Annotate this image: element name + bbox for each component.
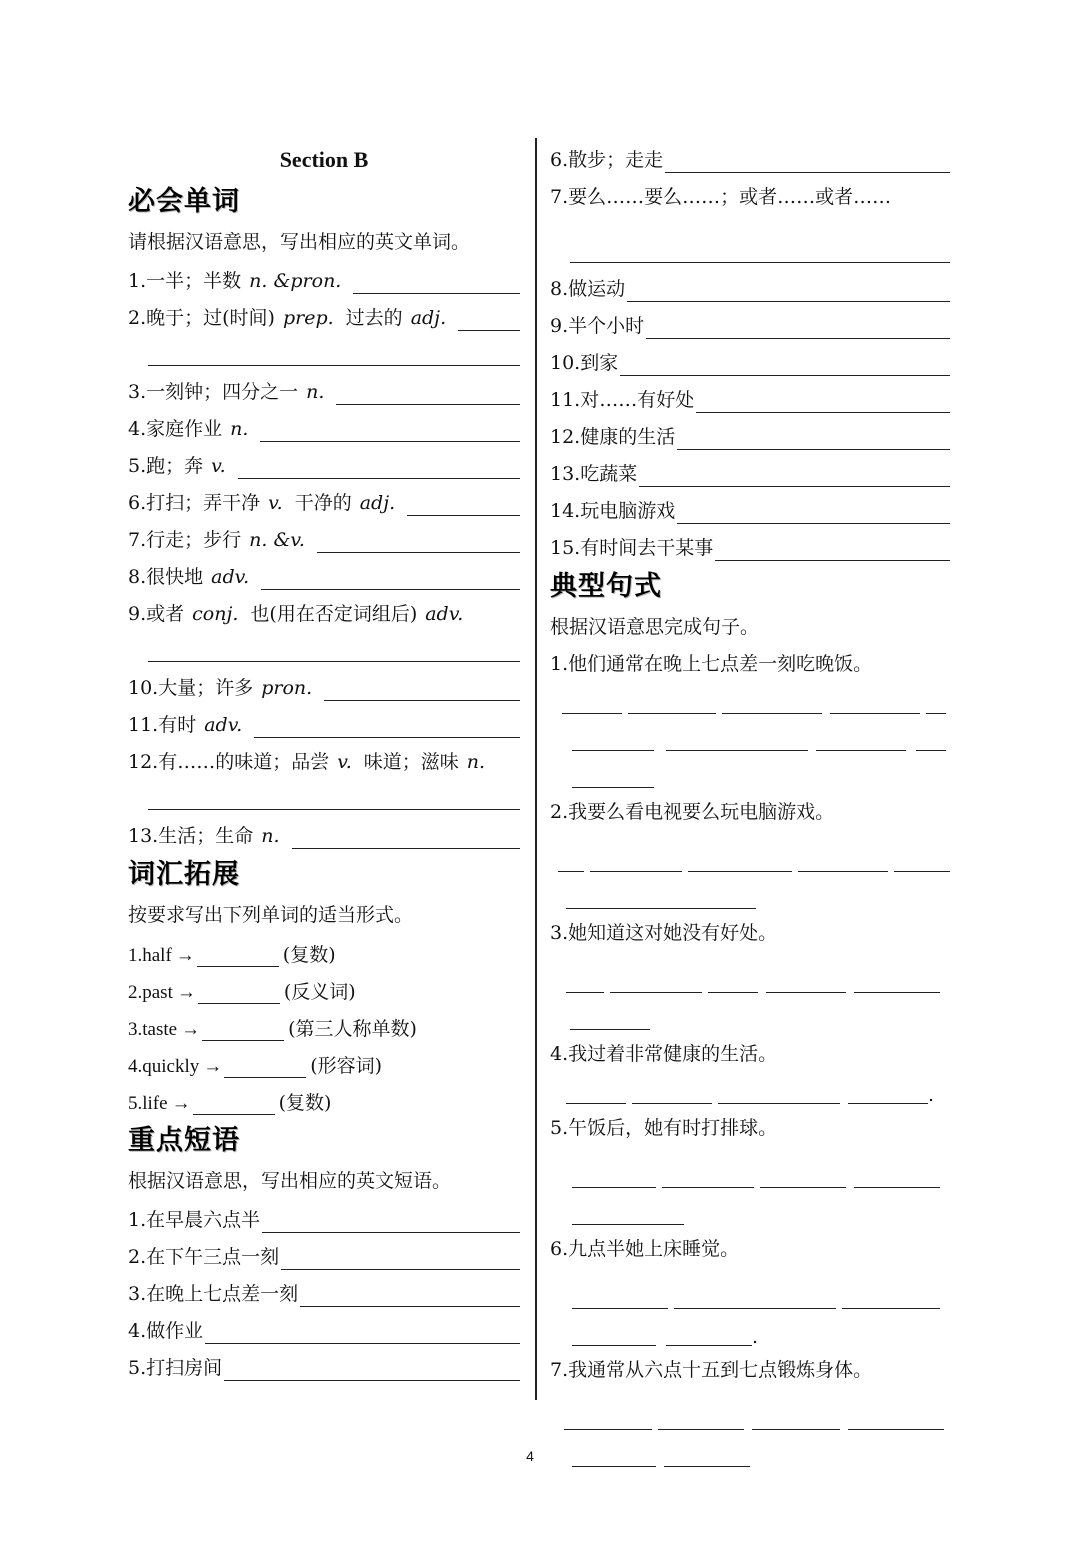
sentence-item [550,915,950,952]
item-chinese: 九点半她上床睡觉。 [568,1238,740,1260]
phrases-heading: 重点短语 [128,1125,240,1156]
expansion-instruction: 按要求写出下列单词的适当形式。 [128,904,414,926]
part-of-speech: pron. [261,677,313,699]
answer-blank[interactable] [224,1057,306,1078]
vocab-item [128,557,520,594]
phrase-item [550,417,950,454]
sentence-item [550,1352,950,1389]
phrase-item [128,1311,520,1348]
phrase-item [550,306,950,343]
answer-blank[interactable] [262,1210,520,1233]
answer-blank[interactable] [550,214,950,269]
item-chinese: 我通常从六点十五到七点锻炼身体。 [568,1359,873,1381]
base-word: taste [142,1019,178,1040]
vocab-item [128,261,520,298]
item-chinese-2: 味道；滋味 [363,751,459,773]
item-chinese: 有时 [158,714,197,736]
phrase-item [128,1274,520,1311]
item-chinese: 对……有好处 [580,389,695,411]
part-of-speech: prep. [282,307,334,329]
answer-blank-row[interactable] [550,720,950,757]
item-number: 8. [128,566,147,588]
sentence-item [550,1036,950,1073]
item-chinese: 家庭作业 [146,418,223,440]
phrase-item [128,1200,520,1237]
item-chinese: 跑；奔 [146,455,204,477]
answer-blank-row[interactable] [550,757,950,794]
part-of-speech: n. [261,825,280,847]
sentences-heading: 典型句式 [550,571,662,602]
vocab-item [128,483,520,520]
sentence-item [550,794,950,831]
item-number: 9. [128,603,147,625]
vocab-item [128,705,520,742]
answer-blank[interactable] [317,530,520,553]
item-number: 10. [128,677,159,699]
expansion-heading: 词汇拓展 [128,859,240,890]
answer-blank[interactable] [254,715,520,738]
item-chinese: 做运动 [568,278,626,300]
phrase-item [550,528,950,565]
vocab-instruction: 请根据汉语意思，写出相应的英文单词。 [128,231,471,253]
item-chinese: 他们通常在晚上七点差一刻吃晚饭。 [568,653,873,675]
part-of-speech-2: adj. [359,492,396,514]
item-number: 4. [128,1056,143,1077]
item-number: 5. [550,1117,569,1139]
item-number: 8. [550,278,569,300]
phrase-item [550,140,950,177]
answer-blank[interactable] [198,983,280,1004]
item-number: 2. [128,1246,147,1268]
part-of-speech: adv. [211,566,250,588]
part-of-speech: v. [268,492,283,514]
phrase-item [550,491,950,528]
item-number: 13. [550,463,581,485]
base-word: half [142,945,172,966]
item-number: 5. [128,1093,143,1114]
item-chinese: 我过着非常健康的生活。 [568,1043,778,1065]
item-chinese: 玩电脑游戏 [580,500,676,522]
item-number: 7. [550,1359,569,1381]
answer-blank[interactable] [715,538,950,561]
answer-blank[interactable] [292,826,520,849]
item-number: 5. [128,455,147,477]
answer-blank[interactable] [197,946,279,967]
item-chinese: 在下午三点一刻 [146,1246,280,1268]
base-word: quickly [142,1056,200,1077]
sentences-instruction: 根据汉语意思完成句子。 [550,616,760,638]
answer-blank[interactable] [620,353,950,376]
form-hint: (复数) [278,1092,332,1114]
item-number: 11. [550,389,581,411]
item-number: 10. [550,352,581,374]
base-word: past [142,982,173,1003]
item-chinese: 大量；许多 [158,677,254,699]
item-chinese: 吃蔬菜 [580,463,638,485]
part-of-speech-2: adv. [425,603,464,625]
period: . [928,1084,935,1106]
answer-blank[interactable] [646,316,950,339]
part-of-speech: n. &pron. [249,270,342,292]
part-of-speech: v. [337,751,352,773]
phrase-item [550,177,950,214]
vocab-item [128,594,520,631]
item-chinese: 生活；生命 [158,825,254,847]
item-chinese: 半个小时 [568,315,645,337]
vocab-item [128,446,520,483]
item-chinese: 或者 [146,603,185,625]
item-chinese: 行走；步行 [146,529,242,551]
expansion-item [128,1045,520,1082]
answer-blank[interactable] [353,271,520,294]
base-word: life [142,1093,168,1114]
item-number: 7. [128,529,147,551]
answer-blank[interactable] [224,1358,520,1381]
section-title: Section B [279,147,369,172]
item-number: 11. [128,714,159,736]
item-number: 12. [550,426,581,448]
item-chinese: 健康的生活 [580,426,676,448]
answer-blank[interactable] [665,150,950,173]
vocab-item [128,668,520,705]
period: . [752,1326,759,1348]
item-chinese: 做作业 [146,1320,204,1342]
answer-blank[interactable] [696,390,950,413]
part-of-speech: n. &v. [249,529,305,551]
answer-blank-row[interactable] [550,1268,950,1315]
item-number: 3. [550,922,569,944]
item-number: 5. [128,1357,147,1379]
item-chinese: 打扫房间 [146,1357,223,1379]
item-chinese: 到家 [580,352,619,374]
answer-blank[interactable] [407,493,520,516]
form-hint: (复数) [282,944,336,966]
expansion-item [128,1008,520,1045]
column-divider [535,138,537,1400]
part-of-speech: n. [306,381,325,403]
phrase-item [550,343,950,380]
answer-blank[interactable] [205,1321,520,1344]
item-number: 1. [128,945,143,966]
vocab-heading: 必会单词 [128,186,240,217]
answer-blank[interactable] [202,1020,284,1041]
part-of-speech-2: adj. [410,307,447,329]
item-chinese: 打扫；弄干净 [146,492,261,514]
answer-blank-row[interactable] [550,1147,950,1194]
answer-blank[interactable] [260,419,520,442]
phrase-item [550,269,950,306]
arrow-icon: → [175,945,195,966]
sentence-item [550,646,950,683]
left-column [128,140,520,1385]
expansion-item [128,934,520,971]
expansion-item [128,1082,520,1119]
item-chinese-2: 也(用在否定词组后) [250,603,418,625]
answer-blank[interactable] [458,308,520,331]
answer-blank[interactable] [336,382,520,405]
item-number: 4. [550,1043,569,1065]
answer-blank-row[interactable] [550,683,950,720]
item-number: 9. [550,315,569,337]
item-chinese: 要么……要么……；或者……或者…… [568,186,892,208]
answer-blank-row[interactable] [550,878,950,915]
item-number: 1. [550,653,569,675]
item-chinese: 晚于；过(时间) [146,307,275,329]
item-number: 3. [128,1283,147,1305]
phrase-item [550,454,950,491]
answer-blank[interactable] [639,464,950,487]
part-of-speech: n. [230,418,249,440]
part-of-speech: conj. [192,603,239,625]
answer-blank-row[interactable] [550,831,950,878]
answer-blank-row[interactable] [550,1315,950,1352]
item-chinese: 在早晨六点半 [146,1209,261,1231]
item-number: 4. [128,418,147,440]
item-chinese-2: 过去的 [345,307,403,329]
item-number: 1. [128,270,147,292]
sentence-item [550,1110,950,1147]
item-number: 6. [550,1238,569,1260]
answer-blank[interactable] [677,501,950,524]
item-number: 3. [128,1019,143,1040]
answer-blank[interactable] [677,427,950,450]
item-number: 14. [550,500,581,522]
item-chinese: 很快地 [146,566,204,588]
answer-blank-row[interactable] [550,1073,950,1110]
right-column [550,140,950,1473]
item-number: 7. [550,186,569,208]
item-chinese: 在晚上七点差一刻 [146,1283,299,1305]
sentence-item [550,1231,950,1268]
arrow-icon: → [181,1019,201,1040]
answer-blank-row[interactable] [550,1389,950,1436]
item-number: 13. [128,825,159,847]
part-of-speech: adv. [204,714,243,736]
part-of-speech: v. [211,455,226,477]
item-number: 4. [128,1320,147,1342]
form-hint: (形容词) [310,1055,383,1077]
arrow-icon: → [203,1056,223,1077]
item-chinese: 有时间去干某事 [580,537,714,559]
answer-blank[interactable] [238,456,520,479]
vocab-item [128,372,520,409]
answer-blank[interactable] [128,779,520,816]
item-chinese: 散步；走走 [568,149,664,171]
part-of-speech-2: n. [466,751,486,773]
answer-blank[interactable] [627,279,950,302]
item-number: 2. [550,801,569,823]
item-chinese: 一刻钟；四分之一 [146,381,299,403]
vocab-item [128,742,520,779]
item-number: 6. [128,492,147,514]
expansion-item [128,971,520,1008]
answer-blank-row[interactable] [550,952,950,999]
answer-blank[interactable] [300,1284,520,1307]
form-hint: (反义词) [283,981,356,1003]
vocab-item [128,298,520,335]
arrow-icon: → [171,1093,191,1114]
item-chinese: 我要么看电视要么玩电脑游戏。 [568,801,835,823]
arrow-icon: → [176,982,196,1003]
answer-blank[interactable] [324,678,520,701]
item-number: 15. [550,537,581,559]
answer-blank[interactable] [128,335,520,372]
item-chinese: 一半；半数 [146,270,242,292]
answer-blank[interactable] [261,567,520,590]
item-chinese: 午饭后，她有时打排球。 [568,1117,778,1139]
item-number: 2. [128,982,143,1003]
phrase-item [550,380,950,417]
answer-blank-row[interactable] [550,999,950,1036]
item-number: 6. [550,149,569,171]
vocab-item [128,816,520,853]
phrase-item [128,1237,520,1274]
item-number: 12. [128,751,159,773]
phrase-item [128,1348,520,1385]
item-chinese-2: 干净的 [294,492,352,514]
item-chinese: 她知道这对她没有好处。 [568,922,778,944]
item-number: 2. [128,307,147,329]
form-hint: (第三人称单数) [288,1018,417,1040]
item-number: 3. [128,381,147,403]
answer-blank[interactable] [128,631,520,668]
phrases-instruction: 根据汉语意思，写出相应的英文短语。 [128,1170,452,1192]
item-chinese: 有……的味道；品尝 [158,751,330,773]
item-number: 1. [128,1209,147,1231]
answer-blank-row[interactable] [550,1194,950,1231]
vocab-item [128,409,520,446]
page-number: 4 [526,1448,534,1464]
vocab-item [128,520,520,557]
answer-blank[interactable] [193,1094,275,1115]
answer-blank[interactable] [281,1247,520,1270]
